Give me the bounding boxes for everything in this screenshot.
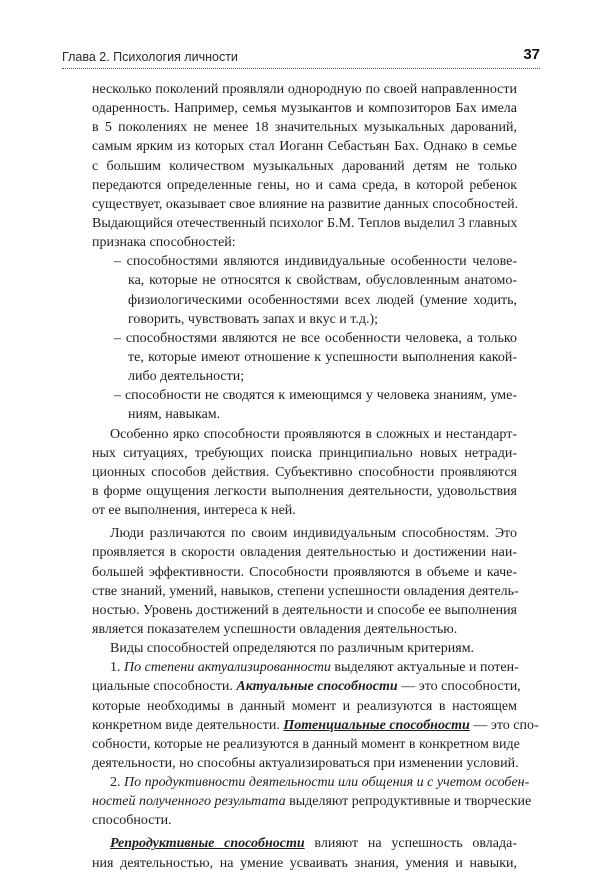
list-item-line: говорить, чувствовать запах и вкус и т.д.); (128, 311, 379, 327)
text-line: ностью. Уровень достижений в деятельности и способе ее выполнения (92, 602, 517, 618)
list-item-line: – способностями являются индивидуальные особенности челове- (114, 254, 517, 270)
text-line: признака способностей: (92, 235, 236, 251)
text-line: в форме ощущения легкости выполнения деятельности, удовольствия (92, 483, 517, 499)
page-number: 37 (523, 46, 540, 63)
text-line: деятельности, но способны актуализироваться при изменении условий. (92, 755, 519, 771)
text-line: Выдающийся отечественный психолог Б.М. Теплов выделил 3 главных (92, 215, 518, 231)
text-line: одаренность. Например, семья музыкантов и композиторов Бах имела (92, 101, 517, 117)
text-line: с большим количеством музыкальных дарований детям не только (92, 158, 517, 174)
text-line: 2. По продуктивности деятельности или общения и с учетом особен- (110, 775, 530, 791)
text-line: собности, которые не реализуются в данный момент в конкретном виде (92, 736, 520, 752)
text-line: существует, оказывает свое влияние на развитие данных способностей. (92, 196, 519, 212)
term-reproductive-abilities: Репродуктивные способности (110, 836, 305, 852)
text-line: Виды способностей определяются по различным критериям. (110, 641, 475, 657)
text-line: 1. По степени актуализированности выделяют актуальные и потен- (110, 660, 519, 676)
text-line: ностей полученного результата выделяют репродуктивные и творческие (92, 794, 532, 810)
text-line: стве знаний, умений, навыков, степени успешности овладения деятель- (92, 583, 519, 599)
paragraph-continuation (92, 80, 517, 252)
list-item-line: ка, которые не относятся к свойствам, обусловленным анатомо- (128, 273, 517, 289)
paragraph-types (92, 639, 517, 658)
paragraph-reproductive (92, 834, 517, 872)
list-item-line: те, которые имеют отношение к успешности выполнения какой- (128, 349, 517, 365)
running-header (62, 44, 540, 69)
term-potential-abilities: Потенциальные способности (283, 717, 470, 733)
paragraph-criterion-1 (92, 658, 539, 773)
list-item-line: либо деятельности; (128, 369, 245, 385)
text-line: является показателем успешности овладения деятельностью. (92, 621, 458, 637)
list-item-line: ниям, навыкам. (128, 407, 221, 423)
paragraph-criterion-2 (92, 773, 532, 830)
body-text (92, 80, 539, 873)
text-line: проявляется в скорости овладения деятельностью и достижении наи- (92, 545, 517, 561)
text-line: в 5 поколениях не менее 18 значительных музыкальных дарований, (92, 120, 517, 136)
text-line: ния деятельностью, на умение усваивать знания, умения и навыки, (92, 855, 517, 871)
text-line: самым ярким из которых стал Иоганн Себастьян Бах. Однако в семье (92, 139, 517, 155)
text-line: от ее выполнения, интереса к ней. (92, 503, 296, 519)
text-line: Репродуктивные способности влияют на успешность овлада- (110, 836, 517, 852)
bullet-list (92, 252, 517, 424)
text-line: ционных способов действия. Субъективно способности проявляются (92, 464, 517, 480)
list-item-line: – способностями являются не все особенности человека, а только (114, 330, 517, 346)
text-line: большей эффективности. Способности проявляются в объеме и каче- (92, 564, 517, 580)
term-actual-abilities: Актуальные способности (236, 679, 398, 695)
text-line: ных ситуациях, требующих поиска принципиально новых нетради- (92, 445, 517, 461)
list-item-line: физиологическими особенностями всех людей (умение ходить, (128, 292, 517, 308)
text-line: передаются определенные гены, но и сама среда, в которой ребенок (92, 177, 517, 193)
list-item-line: – способности не сводятся к имеющимся у человека знаниям, уме- (114, 388, 517, 404)
chapter-title: Глава 2. Психология личности (62, 50, 238, 64)
text-line: которые необходимы в данный момент и реализуются в настоящем (92, 698, 517, 714)
text-line: конкретном виде деятельности. Потенциальные способности — это спо- (92, 717, 539, 733)
text-line: Люди различаются по своим индивидуальным способностям. Это (110, 526, 517, 542)
text-line: циальные способности. Актуальные способности — это способности, (92, 679, 521, 695)
text-line: Особенно ярко способности проявляются в сложных и нестандарт- (110, 426, 517, 442)
paragraph-abilities-manifest (92, 425, 517, 521)
text-line: несколько поколений проявляли однородную по своей направленности (92, 82, 517, 97)
text-line: способности. (92, 813, 172, 829)
paragraph-people-differ (92, 524, 517, 639)
